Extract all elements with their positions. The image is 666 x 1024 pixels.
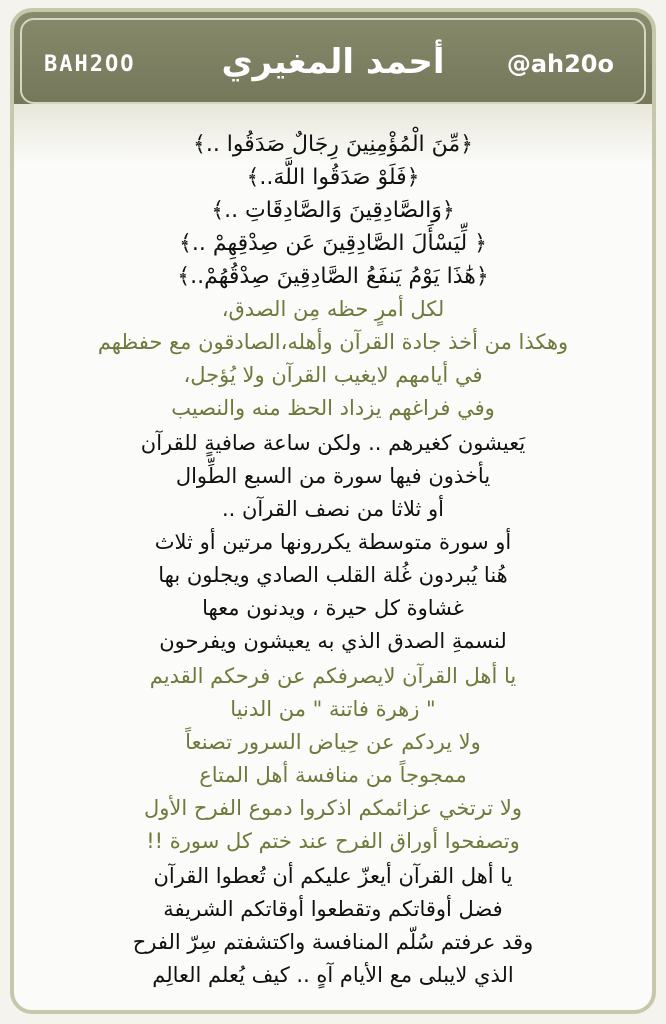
paragraph-line: " زهرة فاتنة " من الدنيا [230,697,436,721]
verse-line: ﴿ لِّيَسْأَلَ الصَّادِقِينَ عَن صِدْقِهِمْ ..﴾ [178,231,488,256]
paragraph-line: لكل أمرٍ حظه مِن الصدق، [221,297,445,321]
verse-line: ﴿مِّنَ الْمُؤْمِنِينَ رِجَالٌ صَدَقُوا ..﴾ [192,132,474,157]
verse-line: ﴿هَٰذَا يَوْمُ يَنفَعُ الصَّادِقِينَ صِدْقُهُمْ..﴾ [177,264,489,289]
verse-line: ﴿فَلَوْ صَدَقُوا اللَّهَ..﴾ [246,165,420,190]
paragraph-line: وهكذا من أخذ جادة القرآن وأهله،الصادقون مع حفظهم [97,330,569,354]
brand-logo: BAH2OO [44,52,136,77]
verse-line: ﴿وَالصَّادِقِينَ وَالصَّادِقَاتِ ..﴾ [211,198,455,223]
quran-verses [14,128,652,293]
paragraph-line: فضل أوقاتكم وتقطعوا أوقاتكم الشريفة [163,897,503,921]
text-body [14,128,652,992]
paragraph-line: هُنا يُبردون غُلة القلب الصادي ويجلون بها [158,563,508,587]
paragraph-line: يا أهل القرآن أيعزّ عليكم أن تُعطوا القرآن [153,864,513,888]
header-frame [20,18,646,104]
paragraph-line: لنسمةِ الصدق الذي به يعيشون ويفرحون [159,629,507,653]
author-name: أحمد المغيري [221,42,445,82]
paragraph-line: وقد عرفتم سُلّم المنافسة واكتشفتم سِرّ الفرح [132,930,534,954]
paragraph-4 [14,860,652,992]
paragraph-line: ولا ترتخي عزائمكم اذكروا دموع الفرح الأول [144,796,522,820]
paragraph-3 [14,660,652,858]
paragraph-line: وفي فراغهم يزداد الحظ منه والنصيب [171,396,495,420]
paragraph-line: أو سورة متوسطة يكررونها مرتين أو ثلاث [154,530,512,554]
paragraph-line: وتصفحوا أوراق الفرح عند ختم كل سورة !! [146,829,520,853]
paragraph-line: ممجوجاً من منافسة أهل المتاع [199,763,467,787]
paragraph-line: يَعيشون كغيرهم .. ولكن ساعة صافيةٍ للقرآن [140,431,526,455]
header-bar [14,12,652,104]
paragraph-line: ولا يردكم عن حِياض السرور تصنعاً [185,730,481,754]
paragraph-line: يا أهل القرآن لايصرفكم عن فرحكم القديم [149,664,517,688]
paragraph-line: أو ثلاثا من نصف القرآن .. [221,497,445,521]
post-card [10,8,656,1014]
paragraph-line: في أيامهم لايغيب القرآن ولا يُؤجل، [183,363,483,387]
paragraph-line: يأخذون فيها سورة من السبع الطِّوال [175,464,491,488]
paragraph-line: الذي لايبلى مع الأيام آهٍ .. كيف يُعلم العالِم [152,963,514,987]
paragraph-line: غشاوة كل حيرة ، ويدنون معها [202,596,464,620]
author-handle: @ah20o [506,50,614,78]
paragraph-2 [14,427,652,658]
paragraph-1 [14,293,652,425]
